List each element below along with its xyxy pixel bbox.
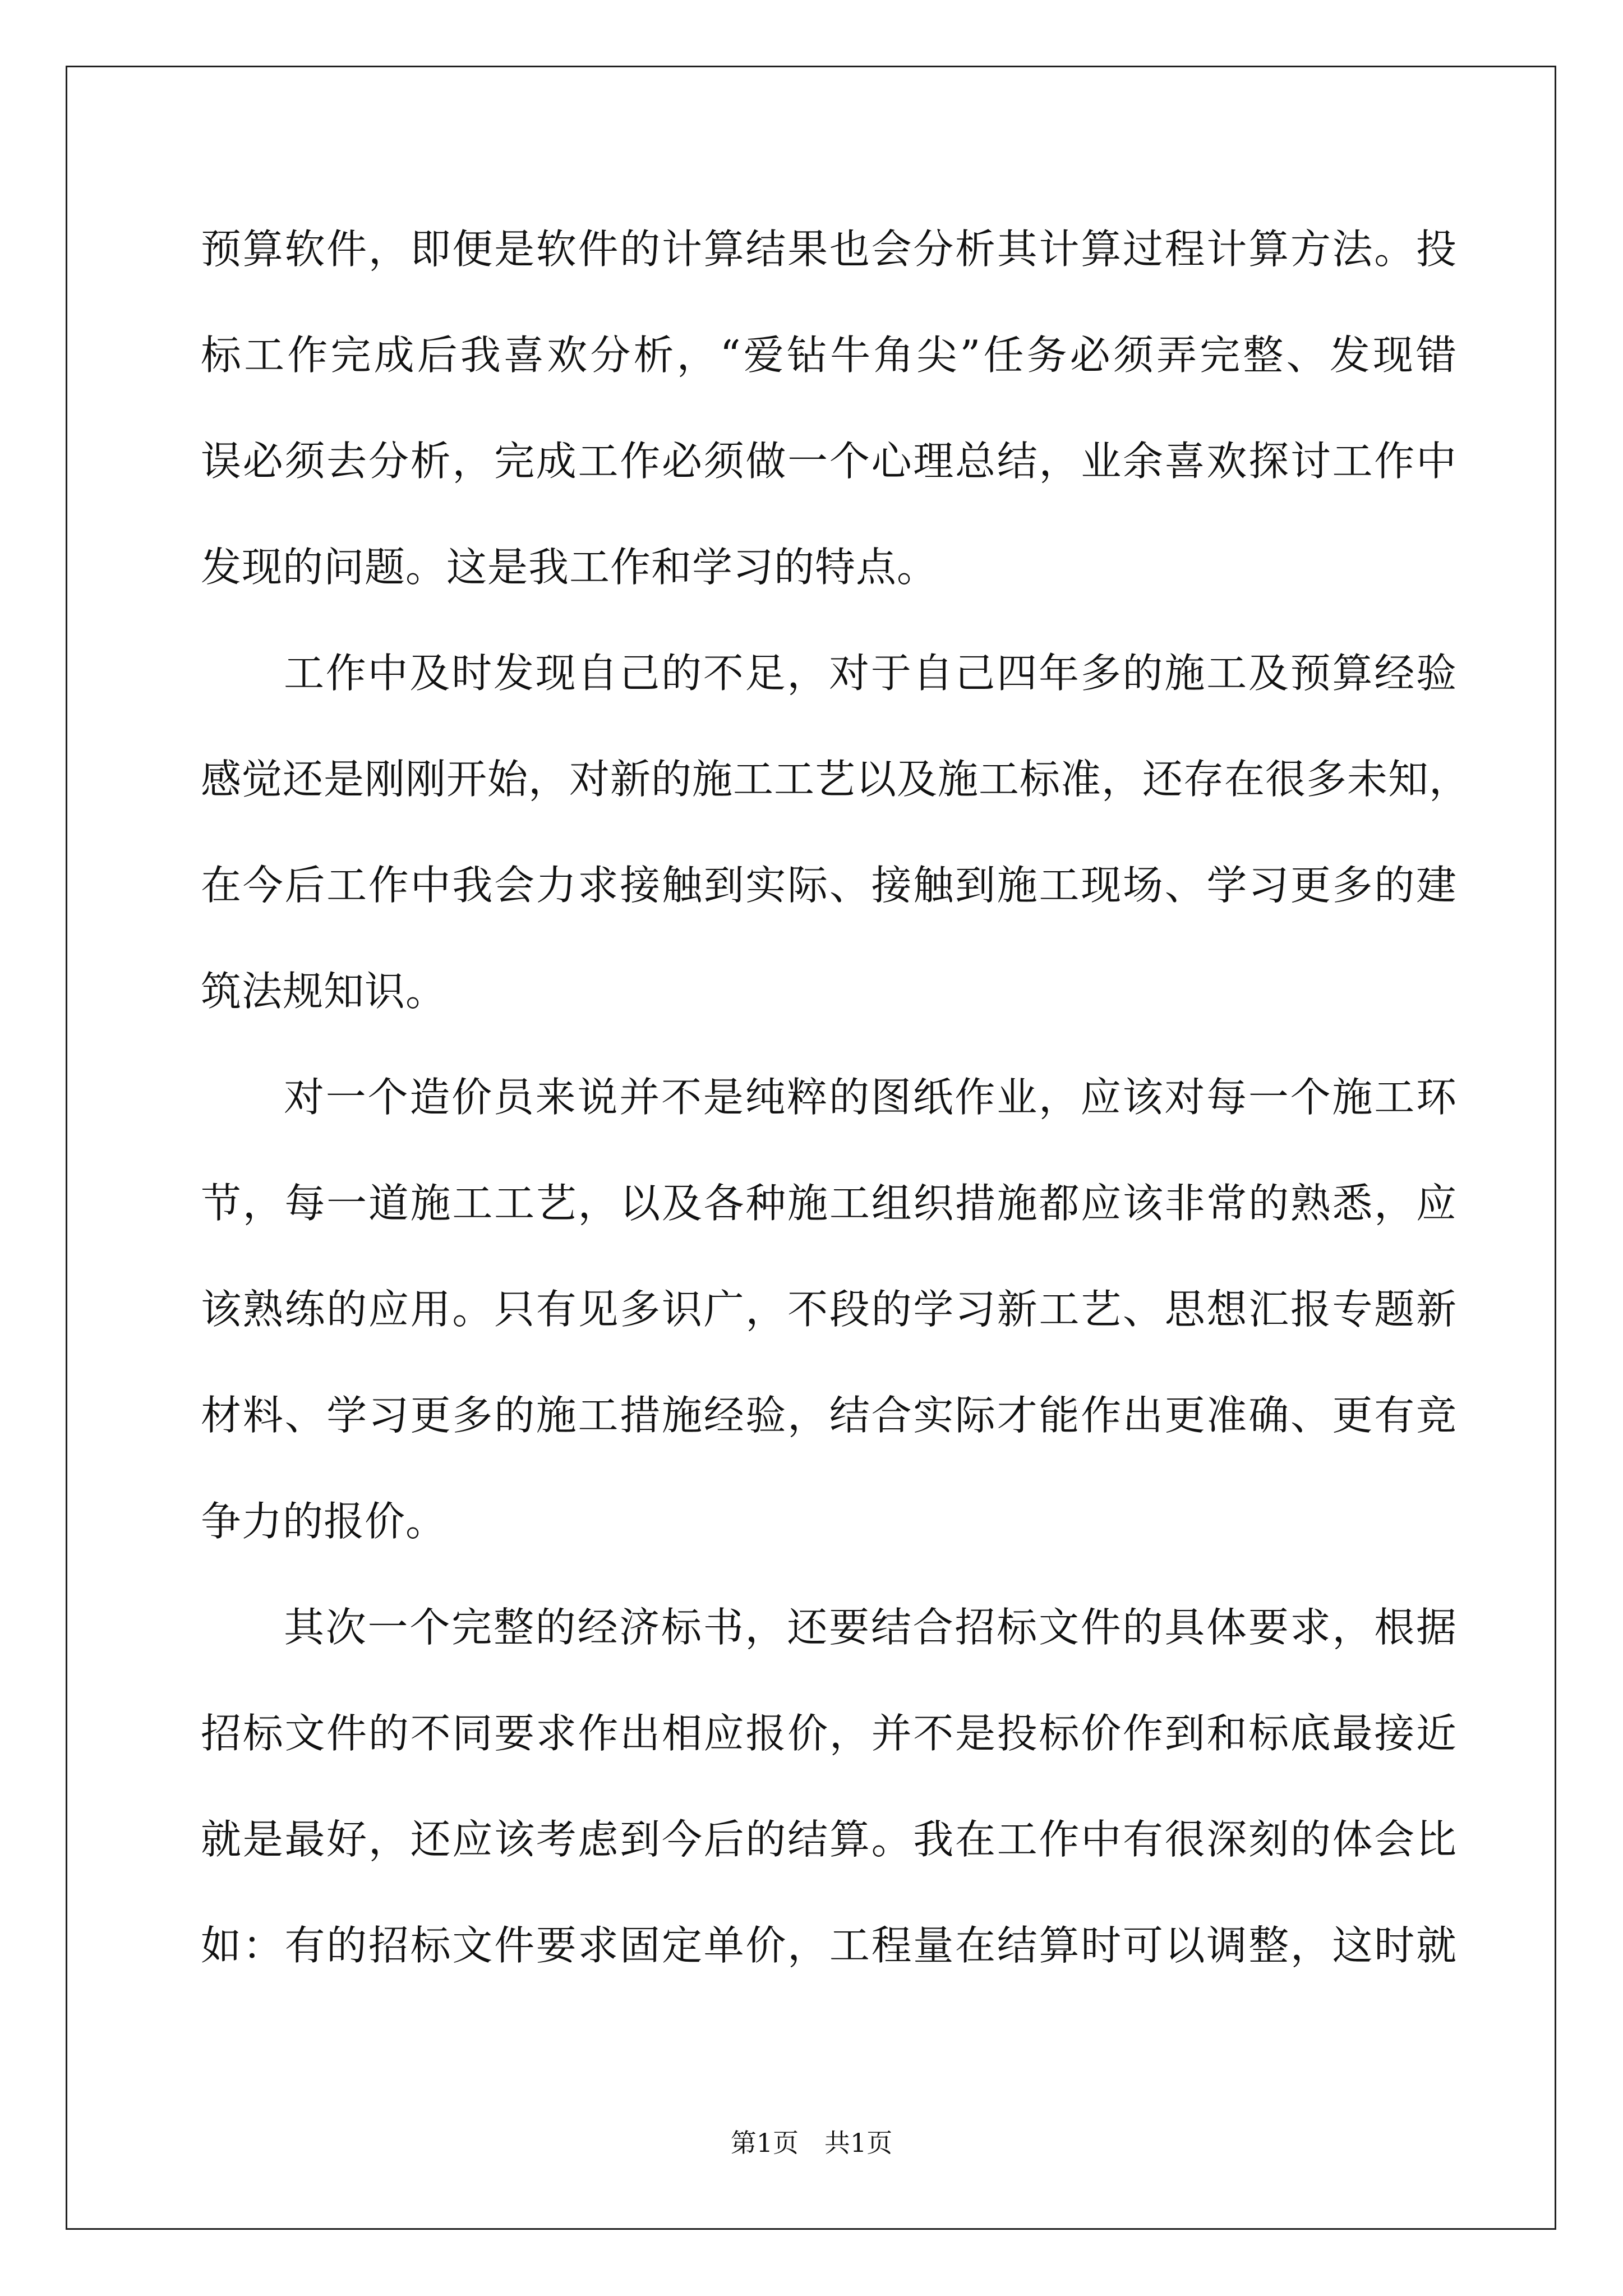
paragraph-2-line-4: 筑法规知识。 bbox=[201, 968, 447, 1015]
paragraph-1-line-2: 标工作完成后我喜欢分析，“爱钻牛角尖”任务必须弄完整、发现错 bbox=[201, 332, 1457, 379]
paragraph-3-line-3: 该熟练的应用。只有见多识广，不段的学习新工艺、思想汇报专题新 bbox=[201, 1286, 1457, 1333]
paragraph-4-line-3: 就是最好，还应该考虑到今后的结算。我在工作中有很深刻的体会比 bbox=[201, 1816, 1457, 1863]
paragraph-3-line-4: 材料、学习更多的施工措施经验，结合实际才能作出更准确、更有竞 bbox=[201, 1392, 1457, 1439]
paragraph-1-line-3: 误必须去分析，完成工作必须做一个心理总结，业余喜欢探讨工作中 bbox=[201, 438, 1457, 485]
paragraph-2-line-3: 在今后工作中我会力求接触到实际、接触到施工现场、学习更多的建 bbox=[201, 862, 1457, 909]
paragraph-1-line-1: 预算软件，即便是软件的计算结果也会分析其计算过程计算方法。投 bbox=[201, 226, 1457, 273]
paragraph-1-line-4: 发现的问题。这是我工作和学习的特点。 bbox=[201, 544, 938, 591]
paragraph-3-line-1: 对一个造价员来说并不是纯粹的图纸作业，应该对每一个施工环 bbox=[284, 1074, 1457, 1121]
page-number-footer: 第1页 共1页 bbox=[730, 2128, 893, 2158]
page-border bbox=[66, 66, 1556, 2230]
paragraph-3-line-2: 节，每一道施工工艺，以及各种施工组织措施都应该非常的熟悉，应 bbox=[201, 1180, 1457, 1227]
paragraph-2-line-1: 工作中及时发现自己的不足，对于自己四年多的施工及预算经验 bbox=[284, 650, 1457, 697]
paragraph-3-line-5: 争力的报价。 bbox=[201, 1498, 447, 1545]
paragraph-4-line-2: 招标文件的不同要求作出相应报价，并不是投标价作到和标底最接近 bbox=[201, 1710, 1457, 1757]
paragraph-4-line-1: 其次一个完整的经济标书，还要结合招标文件的具体要求，根据 bbox=[284, 1604, 1457, 1651]
paragraph-4-line-4: 如：有的招标文件要求固定单价，工程量在结算时可以调整，这时就 bbox=[201, 1922, 1457, 1969]
paragraph-2-line-2: 感觉还是刚刚开始，对新的施工工艺以及施工标准，还存在很多未知， bbox=[201, 756, 1470, 803]
